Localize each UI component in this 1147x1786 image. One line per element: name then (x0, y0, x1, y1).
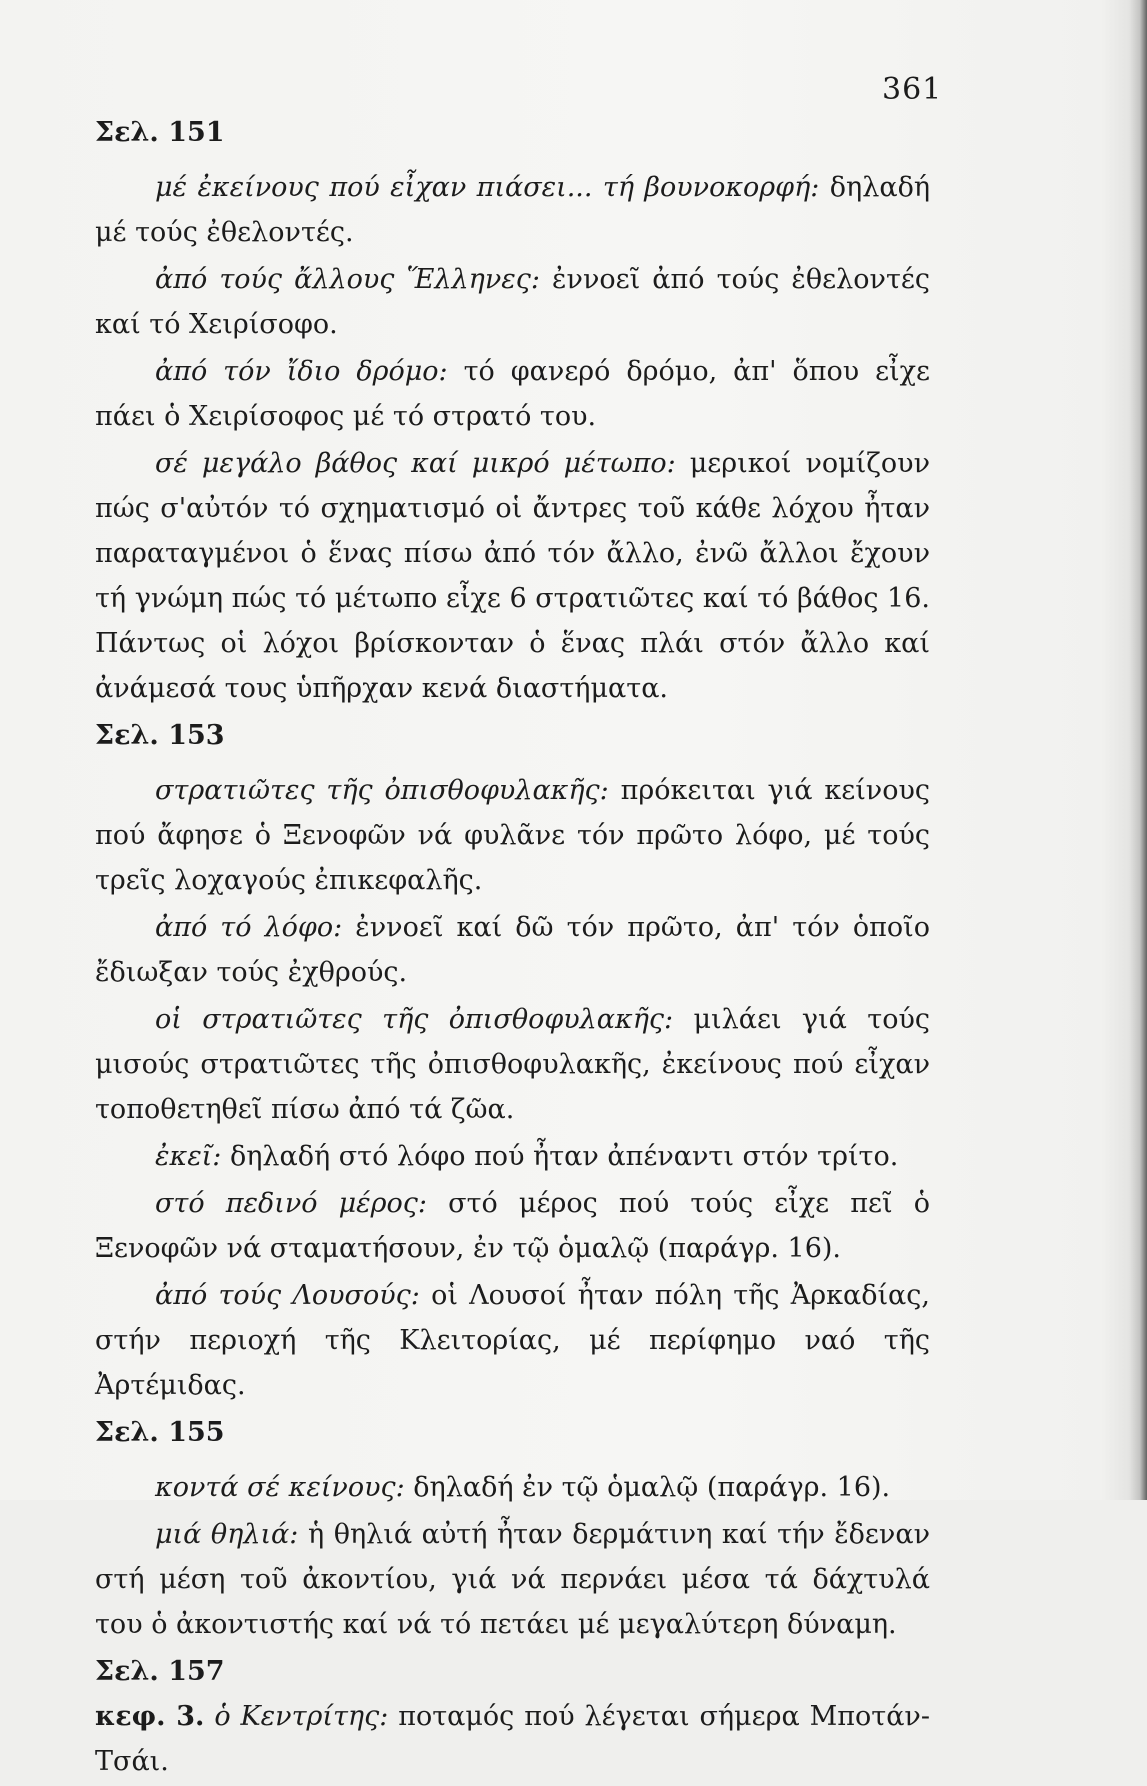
section-151 (95, 110, 930, 711)
section-heading: Σελ. 153 (95, 720, 225, 751)
note-lemma: ἀπό τούς Λουσούς: (155, 1280, 420, 1311)
note-lemma: ἀπό τό λόφο: (155, 912, 343, 943)
note (95, 165, 930, 255)
note (95, 441, 930, 711)
note-text: ἡ θηλιά αὐτή ἦταν δερμάτινη καί τήν ἔδεναν στή μέση τοῦ ἀκοντίου, γιά νά περνάει μέσα τά δάχτυλά του ὁ ἀκοντιστής καί νά τό πετάει μέ μεγαλύτερη δύναμη. (95, 1519, 930, 1640)
note (95, 257, 930, 347)
page-number: 361 (882, 72, 943, 107)
note-text: τό φανερό δρόμο, ἀπ' ὅπου εἶχε πάει ὁ Χειρίσοφος μέ τό στρατό του. (95, 356, 930, 432)
note-text: ποταμός πού λέγεται σήμερα Μποτάν-Τσάι. (95, 1701, 930, 1777)
note-text: δηλαδή μέ τούς ἐθελοντές. (95, 172, 930, 248)
chapter-label: κεφ. 3. (95, 1701, 205, 1732)
note (95, 1134, 930, 1179)
section-155 (95, 1410, 930, 1647)
note (95, 997, 930, 1132)
note-lemma: σέ μεγάλο βάθος καί μικρό μέτωπο: (155, 448, 676, 479)
note (95, 768, 930, 903)
commentary-text (95, 110, 930, 1786)
note-lemma: μιά θηλιά: (155, 1519, 299, 1550)
note-text: ἐννοεῖ καί δῶ τόν πρῶτο, ἀπ' τόν ὁποῖο ἔδιωξαν τούς ἐχθρούς. (95, 912, 930, 988)
note-lemma: ἀπό τούς ἄλλους Ἕλληνες: (155, 264, 540, 295)
section-heading: Σελ. 155 (95, 1417, 225, 1448)
note-lemma: οἱ στρατιῶτες τῆς ὀπισθοφυλακῆς: (155, 1004, 674, 1035)
note (95, 1512, 930, 1647)
note (95, 349, 930, 439)
note-text: ἐννοεῖ ἀπό τούς ἐθελοντές καί τό Χειρίσοφο. (95, 264, 930, 340)
note-text: στό μέρος πού τούς εἶχε πεῖ ὁ Ξενοφῶν νά σταματήσουν, ἐν τῷ ὁμαλῷ (παράγρ. 16). (95, 1188, 931, 1264)
section-heading: Σελ. 151 (95, 117, 225, 148)
note-lemma: ἐκεῖ: (155, 1141, 222, 1172)
note-lemma: κοντά σέ κείνους: (155, 1472, 405, 1503)
note-lemma: ὁ Κεντρίτης: (204, 1701, 389, 1732)
note-text: δηλαδή ἐν τῷ ὁμαλῷ (παράγρ. 16). (404, 1472, 891, 1503)
note-text: πρόκειται γιά κείνους πού ἄφησε ὁ Ξενοφῶν νά φυλᾶνε τόν πρῶτο λόφο, μέ τούς τρεῖς λοχαγούς ἐπικεφαλῆς. (95, 775, 930, 896)
section-heading: Σελ. 157 (95, 1656, 225, 1687)
note-text: μιλάει γιά τούς μισούς στρατιῶτες τῆς ὀπισθοφυλακῆς, ἐκείνους πού εἶχαν τοποθετηθεῖ πίσω ἀπό τά ζῶα. (95, 1004, 930, 1125)
note-text: μερικοί νομίζουν πώς σ'αὐτόν τό σχηματισμό οἱ ἄντρες τοῦ κάθε λόχου ἦταν παραταγμένοι ὁ ἕνας πίσω ἀπό τόν ἄλλο, ἐνῶ ἄλλοι ἔχουν τή γνώμη πώς τό μέτωπο εἶχε 6 στρατιῶτες καί τό βάθος 16. Πάντως οἱ λόχοι βρίσκονταν ὁ ἕνας πλάι στόν ἄλλο καί ἀνάμεσά τους ὑπῆρχαν κενά διαστήματα. (95, 448, 930, 704)
note-lemma: ἀπό τόν ἴδιο δρόμο: (155, 356, 448, 387)
note (95, 1181, 930, 1271)
note (95, 1465, 930, 1510)
chapter-note (95, 1694, 930, 1784)
note-text: οἱ Λουσοί ἦταν πόλη τῆς Ἀρκαδίας, στήν περιοχή τῆς Κλειτορίας, μέ περίφημο ναό τῆς Ἀρτέμιδας. (95, 1280, 930, 1401)
note-text: δηλαδή στό λόφο πού ἦταν ἀπέναντι στόν τρίτο. (221, 1141, 899, 1172)
page-edge-shadow (1129, 0, 1147, 1500)
section-157 (95, 1649, 930, 1784)
section-153 (95, 713, 930, 1408)
note-lemma: μέ ἐκείνους πού εἶχαν πιάσει... τή βουνοκορφή: (155, 172, 820, 203)
note-lemma: στρατιῶτες τῆς ὀπισθοφυλακῆς: (155, 775, 609, 806)
note (95, 1273, 930, 1408)
note (95, 905, 930, 995)
note-lemma: στό πεδινό μέρος: (155, 1188, 428, 1219)
